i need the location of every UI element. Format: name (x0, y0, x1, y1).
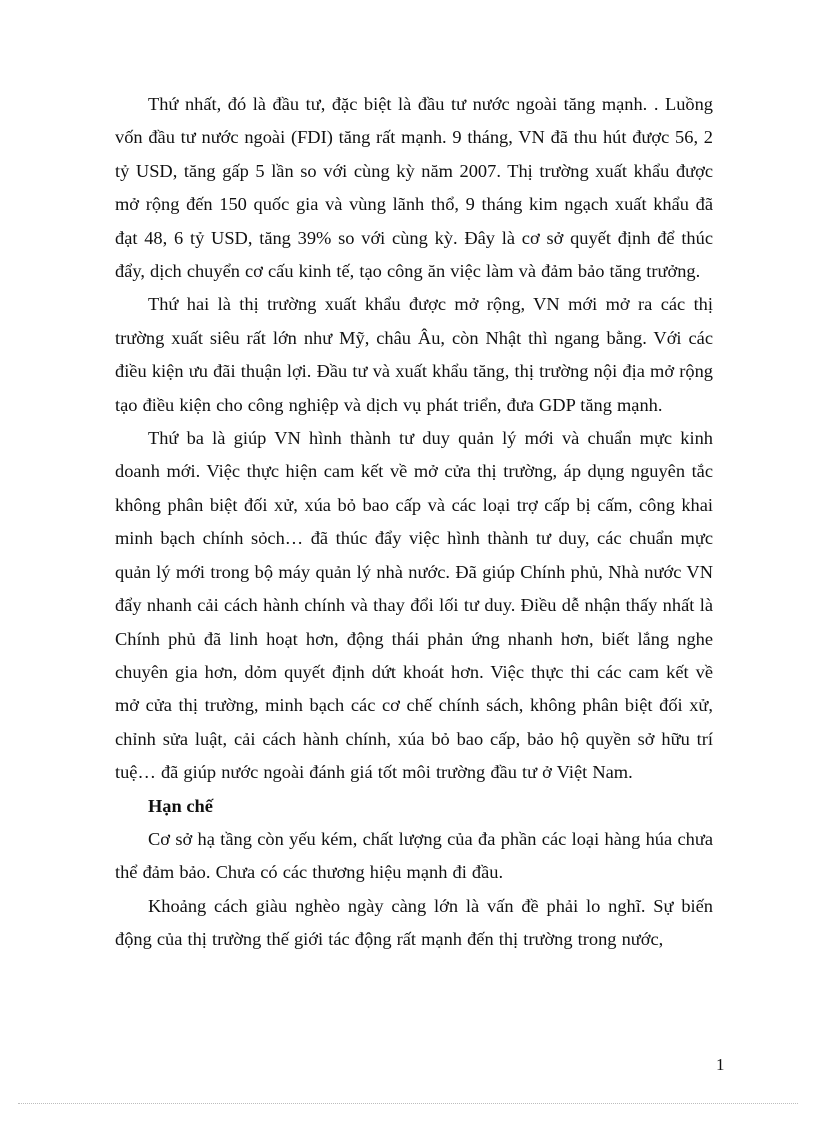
paragraph-third: Thứ ba là giúp VN hình thành tư duy quản lý mới và chuẩn mực kinh doanh mới. Việc thực hiện cam kết về mở cửa thị trường, áp dụng nguyên tắc không phân biệt đối xử, xúa bỏ bao cấp và các loại trợ cấp bị cấm, công khai minh bạch chính sỏch… đã thúc đẩy việc hình thành tư duy, các chuẩn mực quản lý mới trong bộ máy quản lý nhà nước. Đã giúp Chính phủ, Nhà nước VN đẩy nhanh cải cách hành chính và thay đổi lối tư duy. Điều dễ nhận thấy nhất là Chính phủ đã linh hoạt hơn, động thái phản ứng nhanh hơn, biết lắng nghe chuyên gia hơn, dỏm quyết định dứt khoát hơn. Việc thực thi các cam kết về mở cửa thị trường, minh bạch các cơ chế chính sách, không phân biệt đối xử, chỉnh sửa luật, cải cách hành chính, xúa bỏ bao cấp, bảo hộ quyền sở hữu trí tuệ… đã giúp nước ngoài đánh giá tốt môi trường đầu tư ở Việt Nam. (115, 428, 713, 783)
paragraph-wealth-gap: Khoảng cách giàu nghèo ngày càng lớn là vấn đề phải lo nghĩ. Sự biến động của thị trường thế giới tác động rất mạnh đến thị trường trong nước, (115, 895, 713, 950)
paragraph-second: Thứ hai là thị trường xuất khẩu được mở rộng, VN mới mở ra các thị trường xuất siêu rất lớn như Mỹ, châu Âu, còn Nhật thì ngang bằng. Với các điều kiện ưu đãi thuận lợi. Đầu tư và xuất khẩu tăng, thị trường nội địa mở rộng tạo điều kiện cho công nghiệp và dịch vụ phát triển, đưa GDP tăng mạnh. (115, 294, 713, 415)
section-heading-limitations: Hạn chế (148, 795, 213, 816)
paragraph-infrastructure: Cơ sở hạ tầng còn yếu kém, chất lượng của đa phần các loại hàng húa chưa thể đảm bảo. Chưa có các thương hiệu mạnh đi đầu. (115, 828, 713, 883)
page-bottom-divider (18, 1103, 798, 1104)
paragraph-first: Thứ nhất, đó là đầu tư, đặc biệt là đầu tư nước ngoài tăng mạnh. . Luồng vốn đầu tư nước ngoài (FDI) tăng rất mạnh. 9 tháng, VN đã thu hút được 56, 2 tỷ USD, tăng gấp 5 lần so với cùng kỳ năm 2007. Thị trường xuất khẩu được mở rộng đến 150 quốc gia và vùng lãnh thổ, 9 tháng kim ngạch xuất khẩu đã đạt 48, 6 tỷ USD, tăng 39% so với cùng kỳ. Đây là cơ sở quyết định để thúc đẩy, dịch chuyển cơ cấu kinh tế, tạo công ăn việc làm và đảm bảo tăng trưởng. (115, 94, 713, 282)
document-body (115, 88, 713, 957)
page-number: 1 (716, 1055, 725, 1074)
